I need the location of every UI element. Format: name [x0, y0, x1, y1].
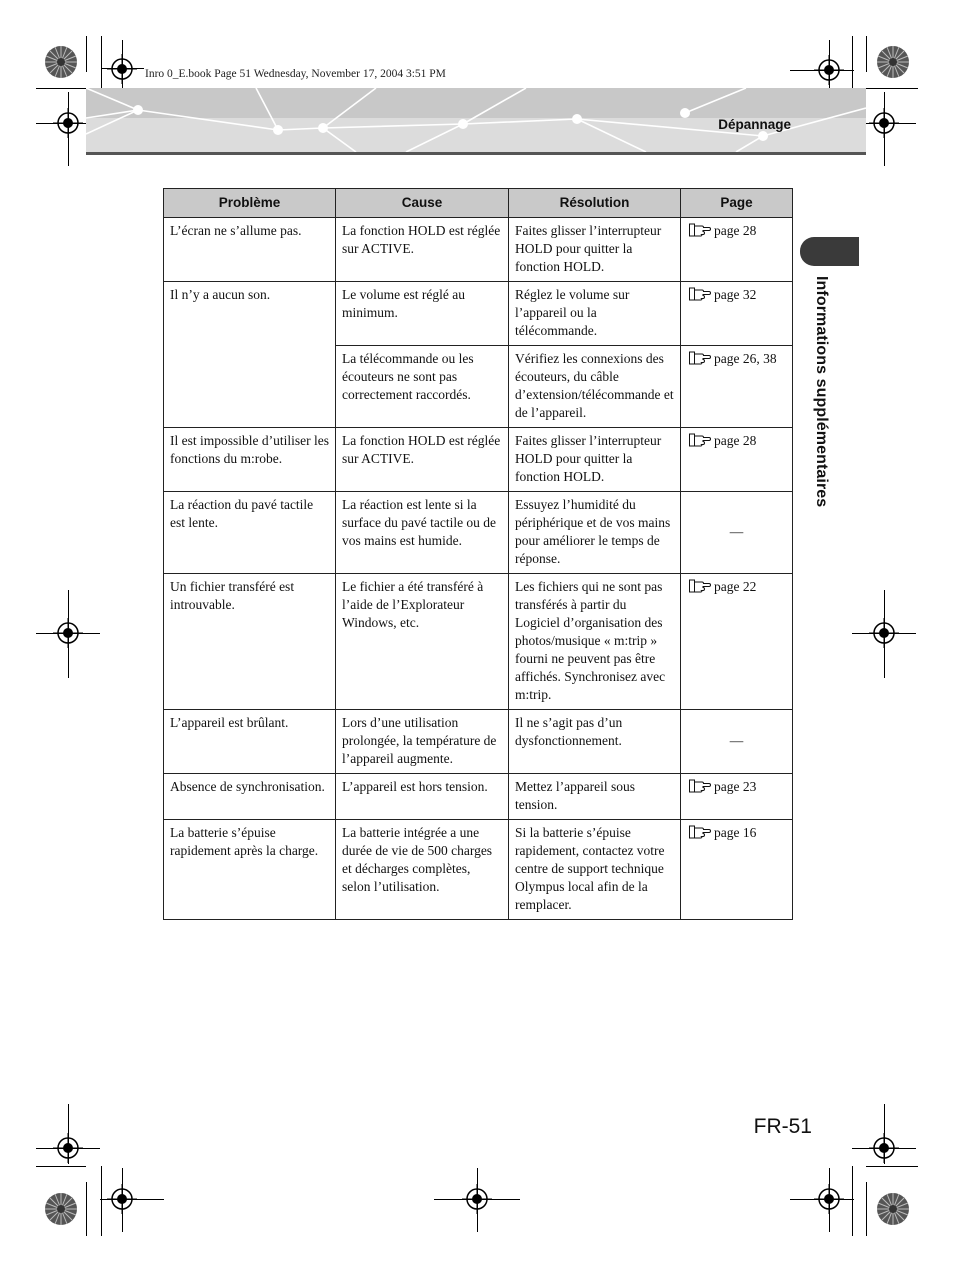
page-ref-text: page 26, 38: [714, 351, 777, 366]
section-title: Dépannage: [718, 117, 791, 132]
table-row: [164, 428, 793, 492]
page-ref-cell: [681, 820, 793, 920]
page-reference-icon: [689, 223, 711, 237]
starburst-mark-icon: [876, 1192, 910, 1226]
page-ref-text: page 32: [714, 287, 757, 302]
cause-cell: La batterie intégrée a une durée de vie de 500 charges et décharges complètes, selon l’utilisation.: [336, 820, 509, 920]
column-header-problem: Problème: [164, 189, 336, 218]
page-ref-text: page 28: [714, 433, 757, 448]
page-reference-icon: [689, 779, 711, 793]
page-ref-cell: [681, 346, 793, 428]
page-ref-cell: [681, 282, 793, 346]
cause-cell: La fonction HOLD est réglée sur ACTIVE.: [336, 428, 509, 492]
page-number: FR-51: [753, 1115, 812, 1138]
resolution-cell: Mettez l’appareil sous tension.: [509, 774, 681, 820]
problem-cell: L’appareil est brûlant.: [164, 710, 336, 774]
side-section-label-text: Informations supplémentaires: [813, 276, 830, 508]
registration-target-icon: [107, 54, 137, 84]
resolution-cell: Faites glisser l’interrupteur HOLD pour quitter la fonction HOLD.: [509, 218, 681, 282]
table-row: [164, 710, 793, 774]
cause-cell: La télécommande ou les écouteurs ne sont pas correctement raccordés.: [336, 346, 509, 428]
registration-target-icon: [53, 618, 83, 648]
page-reference-icon: [689, 433, 711, 447]
problem-cell: Il n’y a aucun son.: [164, 282, 336, 428]
page-ref-cell: [681, 428, 793, 492]
registration-target-icon: [53, 108, 83, 138]
page-ref-cell: —: [681, 492, 793, 574]
registration-target-icon: [107, 1184, 137, 1214]
column-header-page: Page: [681, 189, 793, 218]
registration-target-icon: [869, 1133, 899, 1163]
cause-cell: Le fichier a été transféré à l’aide de l’Explorateur Windows, etc.: [336, 574, 509, 710]
resolution-cell: Essuyez l’humidité du périphérique et de vos mains pour améliorer le temps de réponse.: [509, 492, 681, 574]
page-ref-text: page 28: [714, 223, 757, 238]
resolution-cell: Si la batterie s’épuise rapidement, contactez votre centre de support technique Olympus local afin de la remplacer.: [509, 820, 681, 920]
problem-cell: La réaction du pavé tactile est lente.: [164, 492, 336, 574]
cause-cell: La réaction est lente si la surface du pavé tactile ou de vos mains est humide.: [336, 492, 509, 574]
problem-cell: L’écran ne s’allume pas.: [164, 218, 336, 282]
table-row: [164, 574, 793, 710]
page-reference-icon: [689, 287, 711, 301]
registration-target-icon: [814, 55, 844, 85]
page-ref-text: page 16: [714, 825, 757, 840]
column-header-cause: Cause: [336, 189, 509, 218]
resolution-cell: Les fichiers qui ne sont pas transférés à partir du Logiciel d’organisation des photos/musique « m:trip » fourni ne peuvent pas être affichés. Synchronisez avec m:trip.: [509, 574, 681, 710]
column-header-resolution: Résolution: [509, 189, 681, 218]
table-row: [164, 820, 793, 920]
file-info: Inro 0_E.book Page 51 Wednesday, November 17, 2004 3:51 PM: [145, 68, 446, 80]
table-row: [164, 492, 793, 574]
registration-target-icon: [814, 1184, 844, 1214]
cause-cell: L’appareil est hors tension.: [336, 774, 509, 820]
page-reference-icon: [689, 579, 711, 593]
header-rule: [86, 152, 866, 155]
registration-target-icon: [462, 1184, 492, 1214]
registration-target-icon: [869, 108, 899, 138]
resolution-cell: Réglez le volume sur l’appareil ou la télécommande.: [509, 282, 681, 346]
problem-cell: La batterie s’épuise rapidement après la charge.: [164, 820, 336, 920]
page-ref-cell: [681, 218, 793, 282]
page-reference-icon: [689, 825, 711, 839]
table-header-row: [164, 189, 793, 218]
registration-target-icon: [869, 618, 899, 648]
page-ref-cell: —: [681, 710, 793, 774]
starburst-mark-icon: [44, 1192, 78, 1226]
cause-cell: Le volume est réglé au minimum.: [336, 282, 509, 346]
problem-cell: Absence de synchronisation.: [164, 774, 336, 820]
page-ref-text: page 23: [714, 779, 757, 794]
starburst-mark-icon: [876, 45, 910, 79]
resolution-cell: Vérifiez les connexions des écouteurs, du câble d’extension/télécommande et de l’appareil.: [509, 346, 681, 428]
page-ref-cell: [681, 774, 793, 820]
registration-target-icon: [53, 1133, 83, 1163]
table-row: [164, 282, 793, 346]
page-ref-cell: [681, 574, 793, 710]
page-ref-text: page 22: [714, 579, 757, 594]
page-reference-icon: [689, 351, 711, 365]
resolution-cell: Il ne s’agit pas d’un dysfonctionnement.: [509, 710, 681, 774]
cause-cell: Lors d’une utilisation prolongée, la température de l’appareil augmente.: [336, 710, 509, 774]
problem-cell: Un fichier transféré est introuvable.: [164, 574, 336, 710]
cause-cell: La fonction HOLD est réglée sur ACTIVE.: [336, 218, 509, 282]
table-row: [164, 218, 793, 282]
side-section-label: [812, 276, 832, 546]
troubleshooting-table: [163, 188, 793, 920]
starburst-mark-icon: [44, 45, 78, 79]
resolution-cell: Faites glisser l’interrupteur HOLD pour quitter la fonction HOLD.: [509, 428, 681, 492]
problem-cell: Il est impossible d’utiliser les fonctions du m:robe.: [164, 428, 336, 492]
table-row: [164, 774, 793, 820]
side-tab: [800, 237, 859, 266]
